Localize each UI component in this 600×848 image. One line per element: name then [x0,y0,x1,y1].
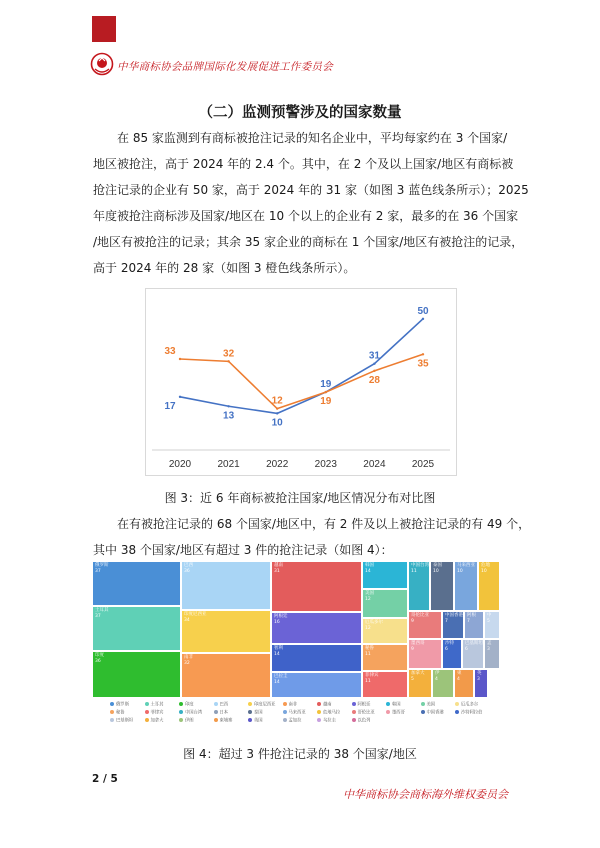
data-point [179,396,181,398]
legend-swatch [179,710,183,714]
legend-swatch [455,702,459,706]
treemap-cell-label: 墨西哥 [411,641,425,646]
treemap-cell-value: 14 [274,680,280,685]
treemap-cell [484,639,500,669]
legend-swatch [214,710,218,714]
treemap-cell [408,639,442,669]
treemap-cell-label: 中国台湾 [411,563,429,568]
treemap-cell-label: 沙特 [445,641,454,646]
treemap-cell [362,589,408,618]
treemap-cell-value: 31 [274,569,280,574]
legend-item [179,718,194,725]
legend-swatch [421,710,425,714]
legend-swatch [248,718,252,722]
legend-label: 俄罗斯 [116,702,129,708]
treemap-cell [408,669,432,698]
legend-label: 以色列 [357,718,371,724]
legend-swatch [110,718,114,722]
legend-swatch [421,702,425,706]
x-tick-label: 2025 [411,459,435,470]
legend-item [352,710,375,717]
treemap-cell-value: 36 [184,569,190,574]
data-point [276,407,278,409]
legend-item [214,710,229,717]
data-point [276,412,278,414]
treemap-cell-label: 厄瓜多尔 [365,620,383,625]
legend-swatch [386,702,390,706]
header-red-block [92,16,116,42]
data-label: 31 [368,350,380,362]
legend-swatch [110,710,114,714]
legend-label: 沙特阿拉伯 [461,710,483,716]
treemap-cell-value: 4 [435,677,438,682]
paragraph-1-line: 在 85 家监测到有商标被抢注记录的知名企业中，平均每家约在 3 个国家/ [117,131,508,145]
legend-swatch [179,718,183,722]
footer-org-name: 中华商标协会商标海外维权委员会 [343,788,508,801]
header-org-name: 中华商标协会品牌国际化发展促进工作委员会 [117,61,333,73]
treemap-cell [92,651,181,698]
paragraph-1-line: 高于 2024 年的 28 家（如图 3 橙色线条所示）。 [93,261,356,275]
data-label: 19 [320,379,332,391]
legend-swatch [248,710,252,714]
legend-label: 墨西哥 [392,710,405,716]
legend-label: 厄瓜多尔 [461,702,479,708]
treemap-cell-label: 土耳其 [95,608,109,613]
treemap-cell [362,671,408,698]
legend-item [179,702,194,709]
treemap-cell [478,561,500,611]
treemap-cell [484,611,500,639]
treemap-cell [408,611,442,639]
treemap-cell-value: 16 [274,620,280,625]
legend-label: 柬埔寨 [219,718,233,724]
legend-label: 阿根廷 [357,702,371,708]
treemap-cell-value: 10 [433,569,439,574]
treemap-cell-label: 菲律宾 [365,673,379,678]
treemap-legend [110,702,490,734]
legend-label: 中国香港 [426,710,444,716]
legend-item [317,710,340,717]
treemap-cell-value: 12 [365,597,371,602]
legend-item [179,710,202,717]
treemap-cell-label: 阿根 [467,613,476,618]
legend-label: 美国 [426,702,436,708]
treemap-cell [92,561,181,606]
legend-swatch [317,710,321,714]
paragraph-2-line: 在有被抢注记录的 68 个国家/地区中，有 2 件及以上被抢注记录的有 49 个， [117,517,531,531]
treemap-cell [181,610,271,653]
data-point [373,370,375,372]
legend-item [110,718,133,725]
treemap-cell [271,672,362,698]
data-label: 19 [320,396,332,408]
paragraph-2 [93,511,531,563]
data-point [227,405,229,407]
treemap-cell-value: 32 [184,661,190,666]
data-label: 50 [417,305,429,317]
series-orange-line [180,354,423,408]
treemap-cell-value: 11 [365,679,371,684]
treemap-cell [462,639,484,669]
treemap-cell-value: 11 [365,652,371,657]
treemap-cell-label: 孟 [487,641,492,646]
treemap-cell-value: 3 [477,677,480,682]
legend-label: 日本 [219,710,229,716]
treemap-cell-label: 秘鲁 [365,646,374,651]
legend-item [455,710,482,717]
treemap-cell-label: 印度尼西亚 [184,612,207,617]
data-label: 12 [271,395,283,407]
legend-swatch [145,718,149,722]
line-chart-frame [145,288,457,476]
legend-item [145,710,164,717]
treemap-cell-label: 南非 [184,655,193,660]
treemap-cell [432,669,454,698]
legend-item [214,702,229,709]
paragraph-2-line: 其中 38 个国家/地区有超过 3 件的抢注记录（如图 4）： [93,543,393,557]
data-point [325,391,327,393]
treemap-cell [408,561,430,611]
legend-item [352,702,371,709]
legend-swatch [110,702,114,706]
legend-label: 印度 [185,702,194,708]
treemap-cell-value: 11 [411,569,417,574]
treemap-cell-value: 7 [445,619,448,624]
legend-item [248,710,263,717]
paragraph-1-line: /地区有被抢注的记录；其余 35 家企业的商标在 1 个国家/地区有被抢注的记录， [93,235,524,249]
legend-swatch [317,718,321,722]
x-tick-label: 2020 [168,459,192,470]
paragraph-1-line: 抢注记录的企业有 50 家，高于 2024 年的 31 家（如图 3 蓝色线条所示）；2025 [93,183,529,197]
data-label: 10 [271,417,283,429]
treemap-cell-label: 伊 [435,671,440,676]
legend-swatch [145,710,149,714]
x-tick-label: 2023 [314,459,337,470]
legend-item [386,710,405,717]
legend-swatch [145,702,149,706]
legend-label: 加拿大 [150,718,164,724]
treemap-cell [181,653,271,698]
treemap-cell [271,644,362,672]
treemap-cell-value: 12 [365,626,371,631]
legend-label: 泰国 [254,710,263,716]
treemap-cell-value: 9 [411,619,414,624]
legend-label: 乌拉圭 [323,718,336,724]
legend-label: 韩国 [392,702,401,708]
legend-item [455,702,478,709]
legend-item [145,718,164,725]
treemap-cell [181,561,271,610]
x-tick-label: 2022 [266,459,289,470]
legend-item [386,702,401,709]
treemap-cell-label: 巴西 [184,563,193,568]
association-logo [90,52,114,76]
legend-label: 哥伦比亚 [357,710,375,716]
legend-swatch [283,718,287,722]
data-label: 32 [223,348,235,360]
legend-label: 孟加拉 [288,718,302,724]
treemap-cell-label: 俄罗斯 [95,563,109,568]
data-label: 35 [417,358,429,370]
treemap-cell-label: 韩国 [365,563,374,568]
data-label: 28 [368,374,380,386]
treemap-cell-label: 加拿大 [411,671,425,676]
paragraph-1-line: 地区被抢注，高于 2024 年的 2.4 个。其中，在 2 个及以上国家/地区有商标被 [93,157,514,171]
treemap-cell [442,611,464,639]
treemap-cell-value: 37 [95,614,101,619]
treemap-cell [430,561,454,611]
treemap-cell-label: 中 [487,613,492,618]
legend-item [145,702,164,709]
treemap-cell-label: 智利 [274,646,283,651]
treemap-cell-label: 印度 [95,653,104,658]
treemap-cell-label: 哥伦比亚 [411,613,429,618]
treemap-cell [271,561,362,612]
treemap-cell-value: 9 [411,647,414,652]
legend-item [283,702,298,709]
treemap-cell-value: 7 [467,619,470,624]
legend-label: 南非 [288,702,298,708]
legend-label: 巴基斯坦 [116,718,134,724]
treemap-cell-label: 泰国 [433,563,442,568]
treemap-cell-label: 危地 [481,563,490,568]
legend-item [110,702,129,709]
legend-item [214,718,233,725]
legend-label: 越南 [323,702,332,708]
treemap-cell-label: 柬 [457,671,462,676]
legend-item [283,718,302,725]
treemap-cell-label: 巴基斯坦 [465,641,483,646]
treemap-cell-value: 6 [445,647,448,652]
treemap-cell-value: 5 [411,677,414,682]
legend-label: 马来西亚 [288,710,306,716]
legend-swatch [283,710,287,714]
treemap-cell-value: 14 [274,652,280,657]
treemap-cell [454,669,474,698]
treemap-cell-value: 3 [487,647,490,652]
legend-swatch [386,710,390,714]
legend-swatch [317,702,321,706]
treemap-cell [92,606,181,651]
legend-label: 菲律宾 [150,710,164,716]
x-tick-label: 2021 [217,459,240,470]
data-point [422,353,424,355]
treemap-cell-label: 中国香港 [445,613,463,618]
treemap-cell-value: 36 [95,659,101,664]
legend-label: 印度尼西亚 [254,702,276,708]
legend-item [248,702,275,709]
data-label: 17 [164,400,176,412]
figure-4-caption: 图 4：超过 3 件抢注记录的 38 个国家/地区 [183,747,417,761]
legend-label: 土耳其 [150,702,164,708]
treemap-cell-value: 5 [487,619,490,624]
legend-label: 危地马拉 [323,710,341,716]
legend-swatch [352,710,356,714]
treemap-cell [362,561,408,589]
paragraph-1-line: 年度被抢注商标涉及国家/地区在 10 个以上的企业有 2 家，最多的在 36 个国家 [93,209,519,223]
treemap-cell [454,561,478,611]
treemap-cell [464,611,484,639]
treemap-cell [442,639,462,669]
legend-swatch [352,702,356,706]
treemap-cell-label: 美国 [365,591,374,596]
treemap-cell-label: 马来西亚 [457,563,475,568]
legend-swatch [352,718,356,722]
paragraph-1 [93,125,529,281]
legend-swatch [283,702,287,706]
treemap-cell-value: 10 [457,569,463,574]
treemap-cell-value: 14 [365,569,371,574]
legend-item [317,718,336,725]
data-point [179,358,181,360]
legend-swatch [248,702,252,706]
data-point [373,363,375,365]
treemap-cell-value: 37 [95,569,101,574]
line-chart [146,289,456,475]
data-label: 33 [164,346,176,357]
treemap-cell [474,669,488,698]
treemap-cell-value: 34 [184,618,190,623]
treemap-cell-value: 10 [481,569,487,574]
legend-swatch [214,702,218,706]
legend-item [421,702,436,709]
treemap-cell [362,618,408,644]
treemap-cell-label: 巴拉圭 [274,674,288,679]
data-label: 13 [223,410,235,422]
legend-label: 秘鲁 [116,710,125,716]
treemap-cell-value: 4 [457,677,460,682]
legend-label: 巴西 [219,702,229,708]
legend-item [352,718,371,725]
legend-item [421,710,444,717]
legend-swatch [179,702,183,706]
page-number: 2 / 5 [92,773,118,785]
treemap-cell [362,644,408,671]
legend-item [248,718,263,725]
treemap-chart [92,561,500,698]
data-point [422,318,424,320]
section-title: （二）监测预警涉及的国家数量 [198,105,402,121]
data-point [227,360,229,362]
x-tick-label: 2024 [363,459,386,470]
legend-item [110,710,125,717]
legend-label: 中国台湾 [185,710,203,716]
legend-swatch [214,718,218,722]
treemap-cell-label: 阿根廷 [274,614,288,619]
legend-label: 伊朗 [185,718,194,724]
treemap-cell-label: 越南 [274,563,283,568]
treemap-cell [271,612,362,644]
legend-item [283,710,306,717]
figure-3-caption: 图 3：近 6 年商标被抢注国家/地区情况分布对比图 [164,491,436,505]
treemap-cell-label: 英 [477,671,482,676]
legend-swatch [455,710,459,714]
legend-label: 英国 [254,718,263,724]
legend-item [317,702,332,709]
treemap-cell-value: 6 [465,647,468,652]
